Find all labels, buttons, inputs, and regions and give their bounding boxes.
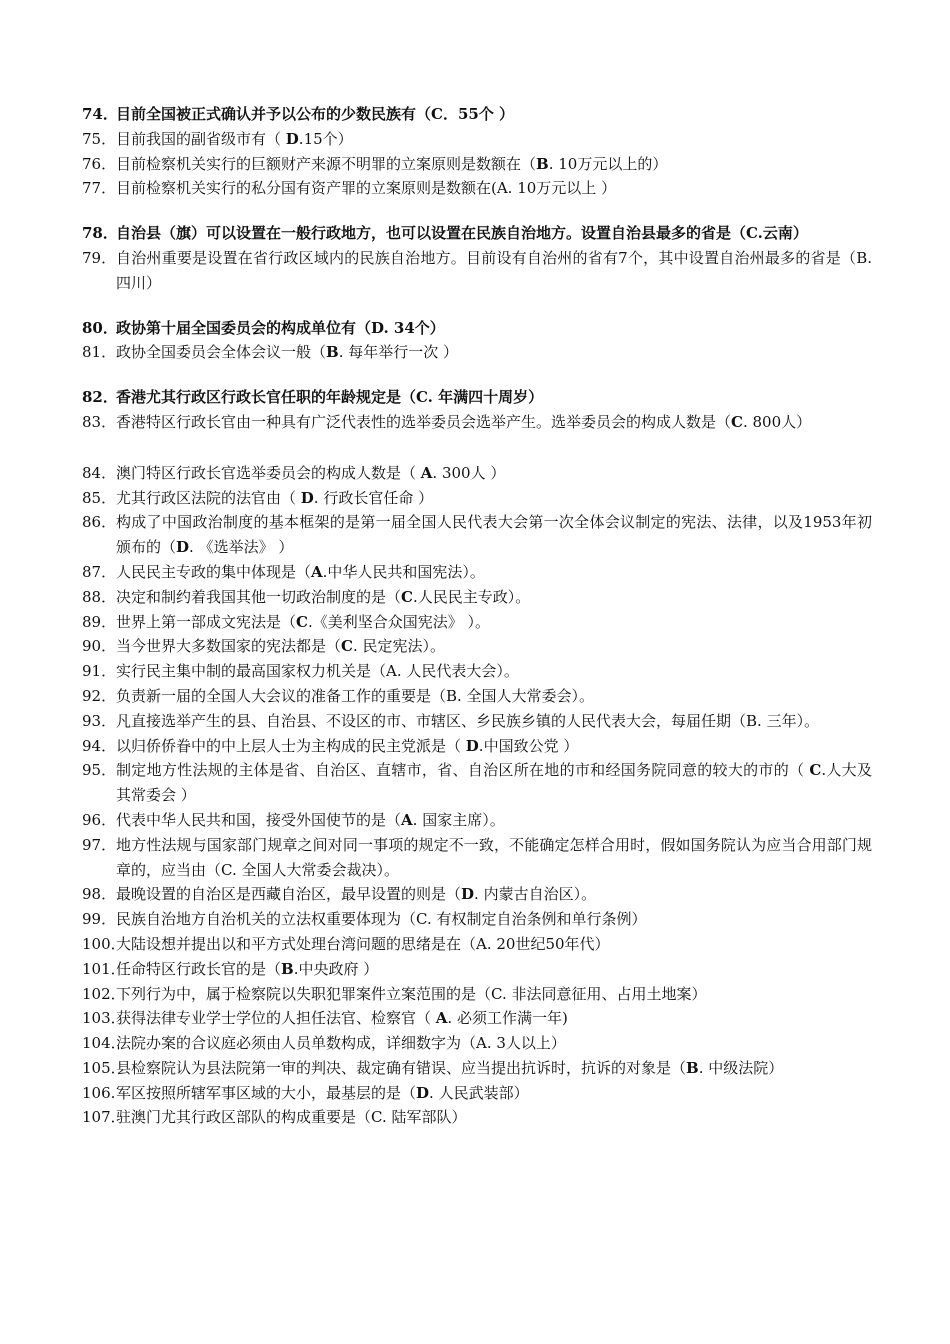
answer-letter: B xyxy=(281,959,294,978)
question-number: 100． xyxy=(82,934,126,953)
question-101: 101． 任命特区行政长官的是（B.中央政府 ） xyxy=(82,957,872,982)
question-89: 89． 世界上第一部成文宪法是（C.《美利坚合众国宪法》 ）。 xyxy=(82,610,872,635)
question-79 xyxy=(82,246,872,296)
question-text: 政协第十届全国委员会的构成单位有（D. 34个） xyxy=(116,318,445,337)
answer-letter: B xyxy=(536,154,549,173)
question-number: 90． xyxy=(82,637,117,656)
question-97 xyxy=(82,833,872,883)
question-number: 74． xyxy=(82,105,118,123)
question-78 xyxy=(82,221,872,246)
question-number: 92． xyxy=(82,686,117,705)
question-text: 凡直接选举产生的县、自治县、不设区的市、市辖区、乡民族乡镇的人民代表大会，每届任期（B. 三年）。 xyxy=(116,711,820,730)
question-91 xyxy=(82,659,872,684)
answer-letter: C xyxy=(731,412,743,431)
answer-letter: D xyxy=(465,736,479,755)
answer-letter: C xyxy=(401,587,413,606)
question-107 xyxy=(82,1105,872,1130)
question-100 xyxy=(82,932,872,957)
question-88: 88． 决定和制约着我国其他一切政治制度的是（C.人民民主专政）。 xyxy=(82,585,872,610)
question-number: 101． xyxy=(82,959,126,978)
question-80 xyxy=(82,316,872,341)
question-text: 负责新一届的全国人大会议的准备工作的重要是（B. 全国人大常委会）。 xyxy=(116,686,595,705)
answer-letter: D xyxy=(300,488,314,507)
question-98: 98． 最晚设置的自治区是西藏自治区，最早设置的则是（D. 内蒙古自治区）。 xyxy=(82,882,872,907)
question-93 xyxy=(82,709,872,734)
question-87: 87． 人民民主专政的集中体现是（A.中华人民共和国宪法）。 xyxy=(82,560,872,585)
question-number: 94． xyxy=(82,736,117,755)
question-number: 86． xyxy=(82,513,117,532)
question-number: 104． xyxy=(82,1034,126,1053)
answer-letter: C xyxy=(341,637,353,656)
question-104 xyxy=(82,1031,872,1056)
question-number: 79． xyxy=(82,248,117,267)
question-number: 83． xyxy=(82,412,117,431)
question-list xyxy=(82,102,872,1130)
question-90: 90． 当今世界大多数国家的宪法都是（C. 民定宪法）。 xyxy=(82,634,872,659)
question-77 xyxy=(82,176,872,201)
question-number: 99． xyxy=(82,910,117,929)
question-95: 95． 制定地方性法规的主体是省、自治区、直辖市，省、自治区所在地的市和经国务院同意的较大的市的（ C.人大及其常委会 ） xyxy=(82,758,872,808)
question-76: 76． 目前检察机关实行的巨额财产来源不明罪的立案原则是数额在（B. 10万元以上的） xyxy=(82,152,872,177)
question-text: 香港尤其行政区行政长官任职的年龄规定是（C. 年满四十周岁） xyxy=(116,388,544,407)
question-number: 102． xyxy=(82,984,126,1003)
answer-letter: D xyxy=(285,129,299,148)
question-85: 85． 尤其行政区法院的法官由（ D. 行政长官任命 ） xyxy=(82,486,872,511)
question-text: 大陆设想并提出以和平方式处理台湾问题的思绪是在（A. 20世纪50年代） xyxy=(116,934,610,953)
question-99 xyxy=(82,907,872,932)
question-text: 自治州重要是设置在省行政区域内的民族自治地方。目前设有自治州的省有7个，其中设置自治州最多的省是（B. 四川） xyxy=(116,248,872,292)
question-number: 76． xyxy=(82,154,117,173)
question-text: 民族自治地方自治机关的立法权重要体现为（C. 有权制定自治条例和单行条例） xyxy=(116,910,647,929)
answer-letter: D xyxy=(416,1083,430,1102)
question-94: 94． 以归侨侨眷中的中上层人士为主构成的民主党派是（ D.中国致公党 ） xyxy=(82,734,872,759)
question-96: 96． 代表中华人民共和国，接受外国使节的是（A. 国家主席）。 xyxy=(82,808,872,833)
question-number: 82． xyxy=(82,388,118,407)
question-number: 95． xyxy=(82,761,117,780)
question-number: 96． xyxy=(82,810,117,829)
question-81: 81． 政协全国委员会全体会议一般（B. 每年举行一次 ） xyxy=(82,340,872,365)
question-number: 93． xyxy=(82,711,117,730)
question-number: 84． xyxy=(82,463,117,482)
answer-letter: B xyxy=(326,343,339,362)
question-number: 88． xyxy=(82,587,117,606)
question-102 xyxy=(82,982,872,1007)
question-number: 87． xyxy=(82,562,117,581)
question-number: 106. xyxy=(82,1083,116,1102)
answer-letter: C xyxy=(296,612,308,631)
question-text: 下列行为中，属于检察院以失职犯罪案件立案范围的是（C. 非法同意征用、占用土地案） xyxy=(116,984,707,1003)
question-number: 107． xyxy=(82,1108,126,1127)
answer-letter: A xyxy=(420,463,433,482)
question-text: 目前检察机关实行的私分国有资产罪的立案原则是数额在(A. 10万元以上 ） xyxy=(116,179,617,198)
question-text: 实行民主集中制的最高国家权力机关是（A. 人民代表大会）。 xyxy=(116,662,519,681)
question-number: 81． xyxy=(82,343,117,362)
question-number: 78． xyxy=(82,224,118,243)
question-number: 77． xyxy=(82,179,117,198)
answer-letter: D xyxy=(461,885,475,904)
question-number: 89． xyxy=(82,612,117,631)
question-text: 驻澳门尤其行政区部队的构成重要是（C. 陆军部队） xyxy=(116,1108,467,1127)
question-number: 91． xyxy=(82,662,117,681)
question-86: 86． 构成了中国政治制度的基本框架的是第一届全国人民代表大会第一次全体会议制定的宪法、法律，以及1953年初颁布的（D. 《选举法》 ） xyxy=(82,510,872,560)
question-number: 75． xyxy=(82,129,117,148)
question-number: 105． xyxy=(82,1058,126,1077)
answer-letter: D xyxy=(176,538,190,557)
question-number: 98． xyxy=(82,885,117,904)
question-text: 目前全国被正式确认并予以公布的少数民族有（C．55个 ） xyxy=(116,105,515,123)
question-84: 84． 澳门特区行政长官选举委员会的构成人数是（ A. 300人 ） xyxy=(82,461,872,486)
answer-letter: A xyxy=(401,810,413,829)
question-text: 自治县（旗）可以设置在一般行政地方，也可以设置在民族自治地方。设置自治县最多的省是（C.云南） xyxy=(116,224,808,243)
question-number: 85． xyxy=(82,488,117,507)
question-number: 103． xyxy=(82,1009,126,1028)
question-number: 97． xyxy=(82,835,117,854)
question-83: 83． 香港特区行政长官由一种具有广泛代表性的选举委员会选举产生。选举委员会的构成人数是（C. 800人） xyxy=(82,410,872,435)
question-92 xyxy=(82,684,872,709)
answer-letter: A xyxy=(311,562,323,581)
question-75: 75． 目前我国的副省级市有（ D.15个） xyxy=(82,127,872,152)
question-text: 法院办案的合议庭必须由人员单数构成，详细数字为（A. 3人以上） xyxy=(116,1034,566,1053)
question-106: 106. 军区按照所辖军事区域的大小，最基层的是（D. 人民武装部） xyxy=(82,1081,872,1106)
question-105: 105． 县检察院认为县法院第一审的判决、裁定确有错误、应当提出抗诉时，抗诉的对象是（B. 中级法院） xyxy=(82,1056,872,1081)
question-82 xyxy=(82,385,872,410)
answer-letter: B xyxy=(686,1058,699,1077)
answer-letter: A xyxy=(435,1009,448,1028)
question-103: 103． 获得法律专业学士学位的人担任法官、检察官（ A. 必须工作满一年) xyxy=(82,1006,872,1031)
question-text: 地方性法规与国家部门规章之间对同一事项的规定不一致，不能确定怎样合用时，假如国务院认为应当合用部门规章的，应当由（C. 全国人大常委会裁决）。 xyxy=(116,835,872,879)
answer-letter: C xyxy=(809,761,822,780)
question-number: 80． xyxy=(82,318,118,337)
question-74 xyxy=(82,102,872,127)
